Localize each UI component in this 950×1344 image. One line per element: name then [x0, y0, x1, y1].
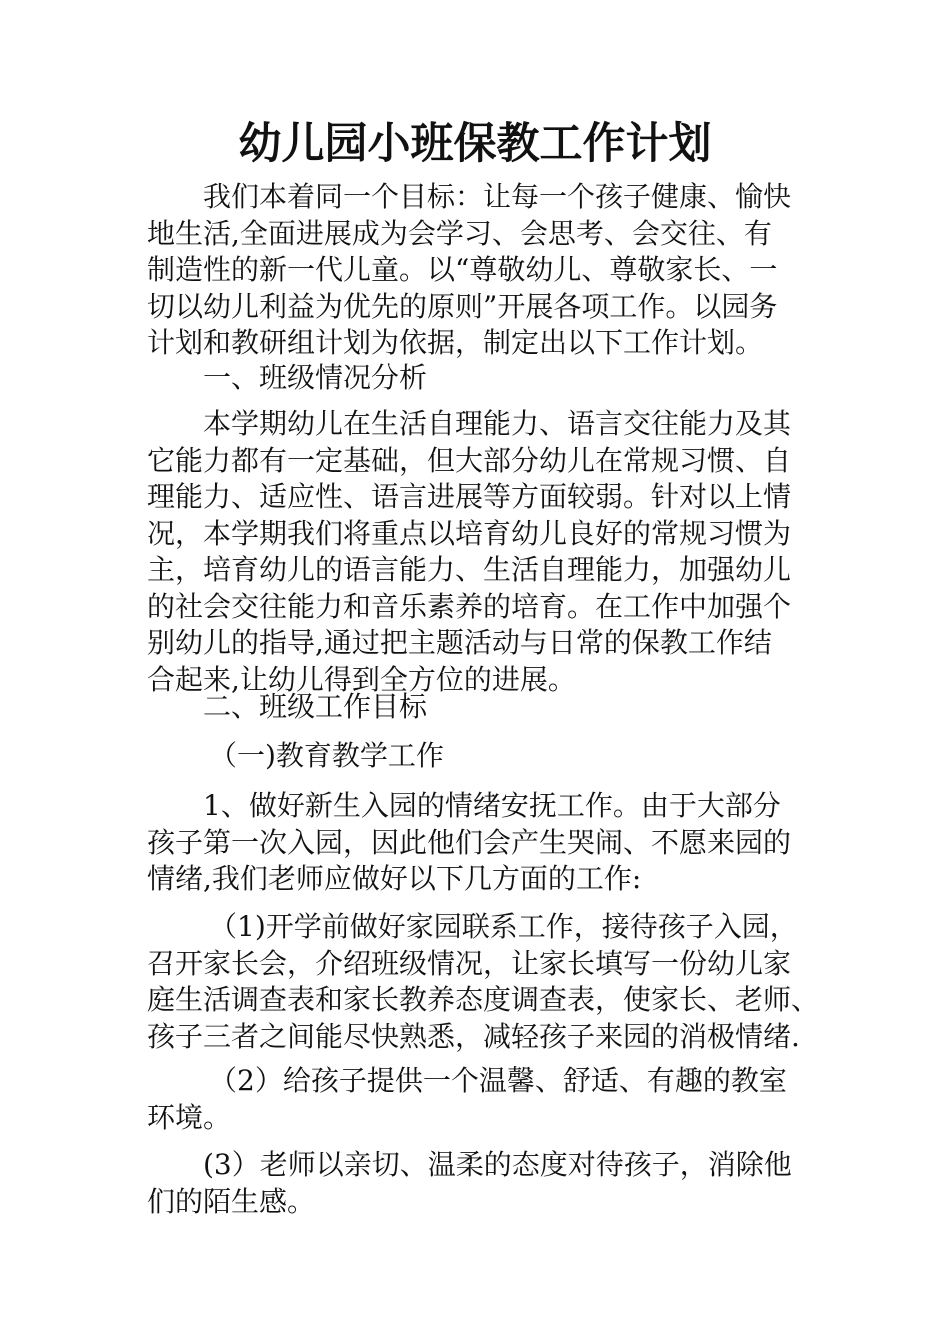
text-line: 计划和教研组计划为依据，制定出以下工作计划。 [147, 326, 764, 359]
text-line: 的社会交往能力和音乐素养的培育。在工作中加强个 [147, 589, 792, 623]
text-line: 我们本着同一个目标：让每一个孩子健康、愉快 [203, 180, 792, 213]
text-line: （2）给孩子提供一个温馨、舒适、有趣的教室 [209, 1064, 787, 1097]
heading-text: （一)教育教学工作 [209, 739, 444, 772]
item1-2-paragraph [147, 1063, 817, 1136]
text-line: 孩子三者之间能尽快熟悉，减轻孩子来园的消极情绪. [147, 1019, 800, 1053]
text-line: 召开家长会，介绍班级情况，让家长填写一份幼儿家 [147, 946, 792, 980]
text-line: 主，培育幼儿的语言能力、生活自理能力，加强幼儿 [147, 553, 792, 586]
text-line: 合起来,让幼儿得到全方位的进展。 [147, 662, 576, 696]
heading-text: 二、班级工作目标 [203, 690, 428, 723]
item1-1-paragraph [147, 909, 820, 1055]
text-line: 庭生活调查表和家长教养态度调查表，使家长、老师、 [147, 983, 820, 1016]
heading-text: 一、班级情况分析 [203, 361, 428, 394]
text-line: 1、做好新生入园的情绪安抚工作。由于大部分 [203, 789, 781, 822]
text-line: 制造性的新一代儿童。以“尊敬幼儿、尊敬家长、一 [147, 253, 778, 286]
text-line: 它能力都有一定基础，但大部分幼儿在常规习惯、自 [147, 443, 792, 477]
document-title: 幼儿园小班保教工作计划 [238, 119, 712, 169]
section-heading-2 [147, 689, 817, 726]
text-line: 情绪,我们老师应做好以下几方面的工作: [147, 862, 642, 895]
text-line: 切以幼儿利益为优先的原则”开展各项工作。以园务 [147, 289, 778, 323]
subsection-heading-1 [147, 738, 817, 775]
text-line: 们的陌生感。 [147, 1184, 316, 1218]
section1-paragraph [147, 406, 817, 698]
text-line: 地生活,全面进展成为会学习、会思考、会交往、有 [147, 216, 772, 250]
text-line: (3）老师以亲切、温柔的态度对待孩子，消除他 [203, 1148, 792, 1181]
section-heading-1 [147, 360, 817, 397]
text-line: 环境。 [147, 1100, 232, 1134]
intro-paragraph [147, 179, 817, 362]
item1-paragraph [147, 788, 817, 898]
text-line: 孩子第一次入园，因此他们会产生哭闹、不愿来园的 [147, 825, 792, 859]
text-line: 别幼儿的指导,通过把主题活动与日常的保教工作结 [147, 626, 772, 659]
text-line: 况，本学期我们将重点以培育幼儿良好的常规习惯为 [147, 516, 792, 550]
text-line: 理能力、适应性、语言进展等方面较弱。针对以上情 [147, 480, 792, 513]
text-line: 本学期幼儿在生活自理能力、语言交往能力及其 [203, 407, 792, 440]
item1-3-paragraph [147, 1147, 817, 1220]
text-line: （1)开学前做好家园联系工作，接待孩子入园， [209, 910, 798, 943]
